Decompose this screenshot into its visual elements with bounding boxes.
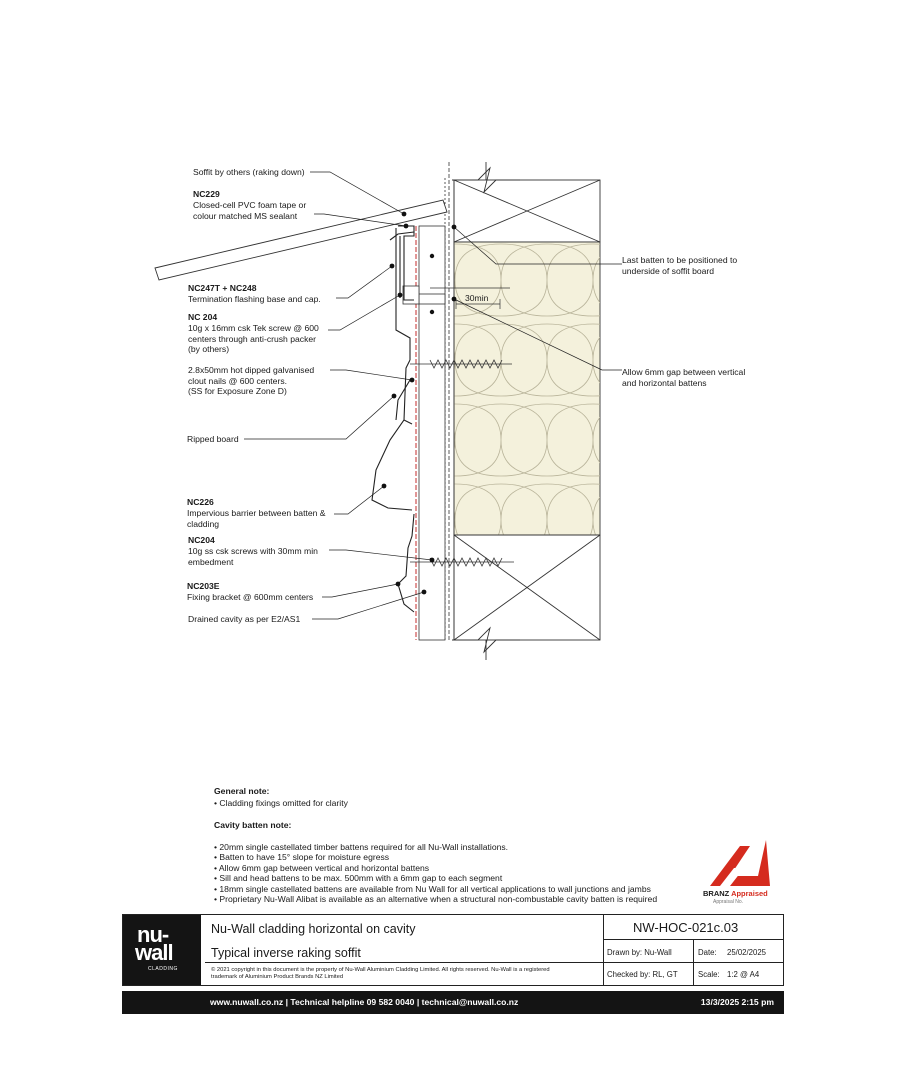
footer-timestamp: 13/3/2025 2:15 pm (700, 997, 774, 1007)
label-nc247-code: NC247T + NC248 (188, 283, 257, 293)
checked-by: Checked by: RL, GT (607, 970, 678, 979)
cavity-note-item: • 18mm single castellated battens are available from Nu Wall for all vertical applications to wall junctions and jambs (214, 884, 714, 895)
general-note-list (214, 798, 714, 809)
drawn-by: Drawn by: Nu-Wall (607, 948, 672, 957)
label-nc229-text: Closed-cell PVC foam tape or colour matched MS sealant (193, 200, 307, 221)
label-nc203e-text: Fixing bracket @ 600mm centers (187, 592, 314, 602)
label-nc204b-text: 10g ss csk screws with 30mm min embedment (188, 546, 318, 567)
label-nc204b-code: NC204 (188, 535, 215, 545)
scale-label: Scale: (698, 970, 720, 979)
branz-sub: Appraisal No. (713, 899, 744, 905)
label-nc226-code: NC226 (187, 497, 214, 507)
cavity-note-item: • Sill and head battens to be max. 500mm with a 6mm gap to each segment (214, 873, 714, 884)
label-nc204a-code: NC 204 (188, 312, 218, 322)
logo-line3: CLADDING (148, 966, 178, 972)
footer-contact: www.nuwall.co.nz | Technical helpline 09 582 0040 | technical@nuwall.co.nz (210, 997, 519, 1007)
notes-section (214, 786, 714, 905)
dimension-label: 30min (465, 293, 489, 303)
cavity-note-item: • 20mm single castellated timber battens required for all Nu-Wall installations. (214, 842, 714, 853)
label-ripped-board: Ripped board (187, 434, 239, 444)
general-note-title: General note: (214, 786, 270, 796)
nuwall-logo (123, 915, 201, 985)
cavity-note-item: • Batten to have 15° slope for moisture egress (214, 852, 714, 863)
label-nails: 2.8x50mm hot dipped galvanised clout nails @ 600 centers. (SS for Exposure Zone D) (188, 365, 315, 396)
cavity-note-title: Cavity batten note: (214, 820, 292, 830)
label-last-batten: Last batten to be positioned to underside of soffit board (622, 255, 738, 276)
label-nc204a-text: 10g x 16mm csk Tek screw @ 600 centers through anti-crush packer (by others) (188, 323, 319, 354)
label-allow-gap: Allow 6mm gap between vertical and horizontal battens (622, 367, 746, 388)
logo-line1: nu- (137, 922, 169, 947)
insulation (454, 242, 600, 535)
cavity-note-list (214, 842, 714, 905)
label-drained-cavity: Drained cavity as per E2/AS1 (188, 614, 301, 624)
title-block (122, 914, 784, 986)
scale-value: 1:2 @ A4 (727, 970, 760, 979)
cavity-note-item: • Allow 6mm gap between vertical and horizontal battens (214, 863, 714, 874)
label-nc226-text: Impervious barrier between batten & cladding (187, 508, 326, 529)
drawing-title: Nu-Wall cladding horizontal on cavity (211, 922, 416, 936)
date-value: 25/02/2025 (727, 948, 767, 957)
label-soffit: Soffit by others (raking down) (193, 167, 305, 177)
date-label: Date: (698, 948, 717, 957)
general-note-item: • Cladding fixings omitted for clarity (214, 798, 714, 809)
logo-line2: wall (135, 940, 173, 965)
label-nc203e-code: NC203E (187, 581, 220, 591)
copyright-text: © 2021 copyright in this document is the property of Nu-Wall Aluminium Cladding Limited. All rights reserved. Nu-Wall is a registered trademark of Aluminium Product Brands NZ Limited (211, 967, 550, 980)
building-wrap (445, 162, 454, 640)
bottom-plate (454, 535, 600, 640)
drawing-number: NW-HOC-021c.03 (633, 920, 739, 935)
drawing-subtitle: Typical inverse raking soffit (211, 946, 361, 960)
footer-bar (122, 991, 784, 1014)
cavity-note-item: • Proprietary Nu-Wall Alibat is available as an alternative when a structural non-combustable cavity batten is required (214, 894, 714, 905)
branz-appraised: Appraised (731, 889, 768, 898)
branz-brand: BRANZ (703, 889, 730, 898)
label-nc247-text: Termination flashing base and cap. (188, 294, 321, 304)
label-nc229-code: NC229 (193, 189, 220, 199)
top-plate (454, 180, 600, 242)
branz-label (703, 889, 768, 898)
